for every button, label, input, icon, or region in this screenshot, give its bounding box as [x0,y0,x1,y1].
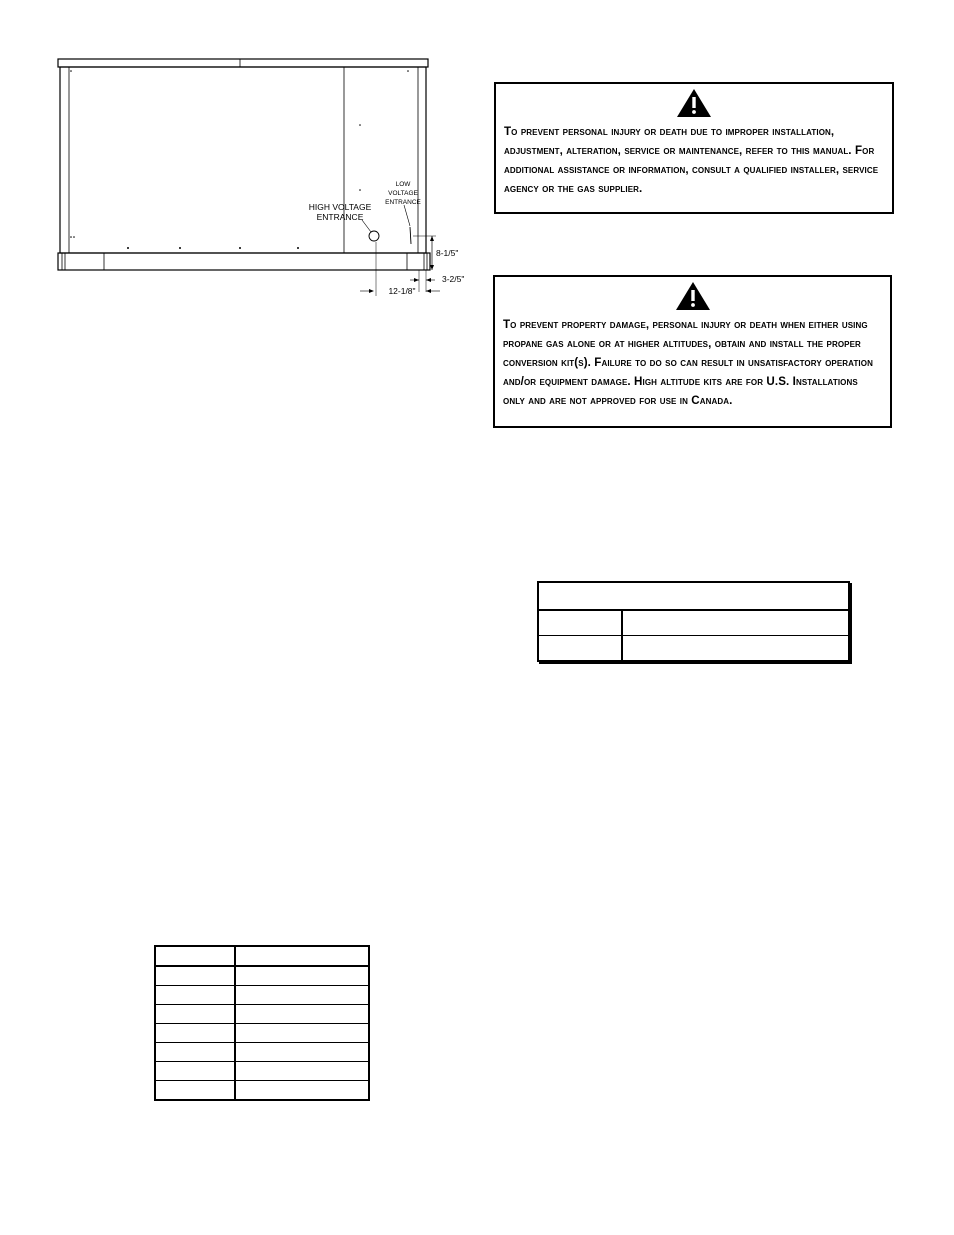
table-row [538,610,849,636]
unit-elevation-diagram [40,40,480,310]
warning-triangle-icon [676,88,712,118]
table-row [155,986,369,1005]
height-dimension-label: 8-1/5" [436,248,459,258]
table-header-row [155,946,369,966]
table-row [155,1005,369,1024]
low-voltage-label-line3: ENTRANCE [385,199,421,206]
table-row [155,1043,369,1062]
unit-cabinet [60,67,426,253]
warning-box-propane-conversion [493,275,892,428]
table-row [155,1024,369,1043]
width-dimension-label: 12-1/8" [388,286,416,296]
table-row [538,636,849,662]
low-voltage-entrance-knockout [410,227,411,244]
table-row [155,1062,369,1081]
specification-table [154,945,370,1101]
table-header-cell [538,582,849,610]
unit-base-rail [58,253,430,270]
warning-triangle-icon [675,281,711,311]
table-header-row [538,582,849,610]
unit-top-panel [58,59,428,67]
conversion-kit-table [537,581,850,662]
table-row [155,1081,369,1101]
table-row [155,966,369,986]
unit-elevation-svg [40,40,480,310]
high-voltage-entrance-knockout [369,231,379,241]
offset-dimension-label: 3-2/5" [442,274,465,284]
warning-icon-container [503,277,882,315]
warning-box-installation [494,82,894,214]
warning-text-propane-conversion: To prevent property damage, personal injury or death when either using propane gas alone or at higher altitudes, obtain and install the proper conversion kit(s). Failure to do so can result in unsatisfactory operation and/or equipment damage. High altitude kits are for U.S. Installations only and are not approved for use in Canada. [503,318,873,407]
high-voltage-label-line2: ENTRANCE [316,212,364,222]
warning-icon-container [504,84,884,122]
low-voltage-label-line1: LOW [395,181,411,188]
high-voltage-label-line1: HIGH VOLTAGE [308,202,372,212]
low-voltage-label-line2: VOLTAGE [388,190,418,197]
warning-text-installation: To prevent personal injury or death due to improper installation, adjustment, alteration, service or maintenance, refer to this manual. For additional assistance or information, consult a qualified installer, service agency or the gas supplier. [504,125,879,195]
